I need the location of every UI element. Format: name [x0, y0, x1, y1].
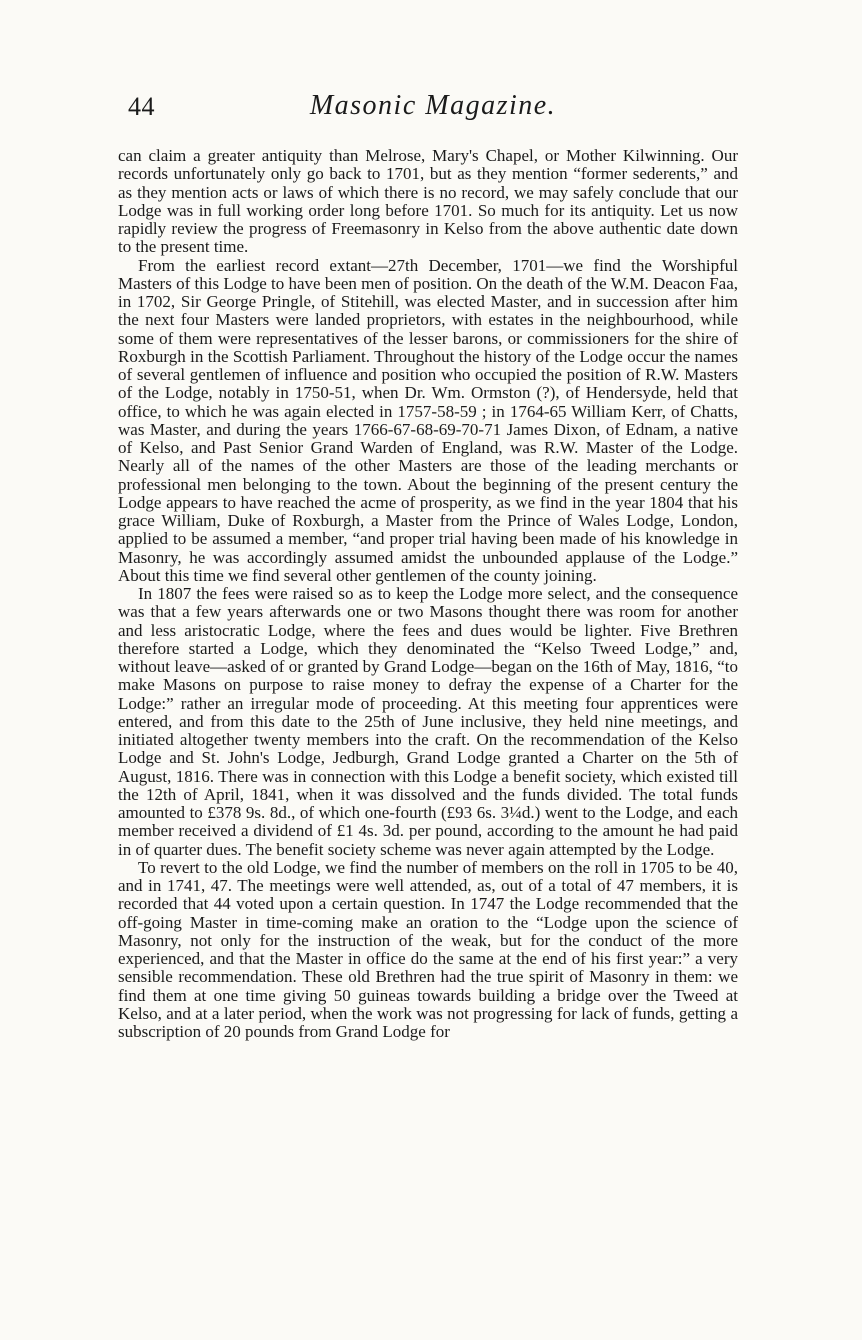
- paragraph: In 1807 the fees were raised so as to keep the Lodge more select, and the consequence was that a few years afterwards one or two Masons thought there was room for another and less aristocratic Lodge, where the fees and dues would be lighter. Five Brethren therefore started a Lodge, which they denominated the “Kelso Tweed Lodge,” and, without leave—asked of or granted by Grand Lodge—began on the 16th of May, 1816, “to make Masons on purpose to raise money to defray the expense of a Charter for the Lodge:” rather an irregular mode of proceeding. At this meeting four apprentices were entered, and from this date to the 25th of June inclusive, they held nine meetings, and initiated altogether twenty members into the craft. On the recommendation of the Kelso Lodge and St. John's Lodge, Jedburgh, Grand Lodge granted a Charter on the 5th of August, 1816. There was in connection with this Lodge a benefit society, which existed till the 12th of April, 1841, when it was dissolved and the funds divided. The total funds amounted to £378 9s. 8d., of which one-fourth (£93 6s. 3¼d.) went to the Lodge, and each member received a dividend of £1 4s. 3d. per pound, according to the amount he had paid in of quarter dues. The benefit society scheme was never again attempted by the Lodge.: [118, 584, 738, 859]
- paragraph: can claim a greater antiquity than Melrose, Mary's Chapel, or Mother Kilwinning. Our records unfortunately only go back to 1701, but as they mention “former sederents,” and as they mention acts or laws of which there is no record, we may safely conclude that our Lodge was in full working order long before 1701. So much for its antiquity. Let us now rapidly review the progress of Freemasonry in Kelso from the above authentic date down to the present time.: [118, 146, 738, 257]
- paragraph: From the earliest record extant—27th December, 1701—we find the Worshipful Masters of this Lodge to have been men of position. On the death of the W.M. Deacon Faa, in 1702, Sir George Pringle, of Stitehill, was elected Master, and in succession after him the next four Masters were landed proprietors, with estates in the neighbourhood, while some of them were representatives of the lesser barons, or commissioners for the shire of Roxburgh in the Scottish Parliament. Throughout the history of the Lodge occur the names of several gentlemen of influence and position who occupied the position of R.W. Masters of the Lodge, notably in 1750-51, when Dr. Wm. Ormston (?), of Hendersyde, held that office, to which he was again elected in 1757-58-59 ; in 1764-65 William Kerr, of Chatts, was Master, and during the years 1766-67-68-69-70-71 James Dixon, of Ednam, a native of Kelso, and Past Senior Grand Warden of England, was R.W. Master of the Lodge. Nearly all of the names of the other Masters are those of the leading merchants or professional men belonging to the town. About the beginning of the present century the Lodge appears to have reached the acme of prosperity, as we find in the year 1804 that his grace William, Duke of Roxburgh, a Master from the Prince of Wales Lodge, London, applied to be assumed a member, “and proper trial having been made of his knowledge in Masonry, he was accordingly assumed amidst the unbounded applause of the Lodge.” About this time we find several other gentlemen of the county joining.: [118, 255, 738, 585]
- page-number: 44: [128, 92, 155, 121]
- page-header: [128, 92, 738, 132]
- paragraph: To revert to the old Lodge, we find the number of members on the roll in 1705 to be 40, and in 1741, 47. The meetings were well attended, as, out of a total of 47 members, it is recorded that 44 voted upon a certain question. In 1747 the Lodge recommended that the off-going Master in time-coming make an oration to the “Lodge upon the science of Masonry, not only for the instruction of the weak, but for the conduct of the more experienced, and that the Master in office do the same at the end of his first year:” a very sensible recommendation. These old Brethren had the true spirit of Masonry in them: we find them at one time giving 50 guineas towards building a bridge over the Tweed at Kelso, and at a later period, when the work was not progressing for lack of funds, getting a subscription of 20 pounds from Grand Lodge for: [118, 857, 738, 1041]
- article-body: [118, 147, 738, 1041]
- running-title: Masonic Magazine.: [309, 90, 557, 121]
